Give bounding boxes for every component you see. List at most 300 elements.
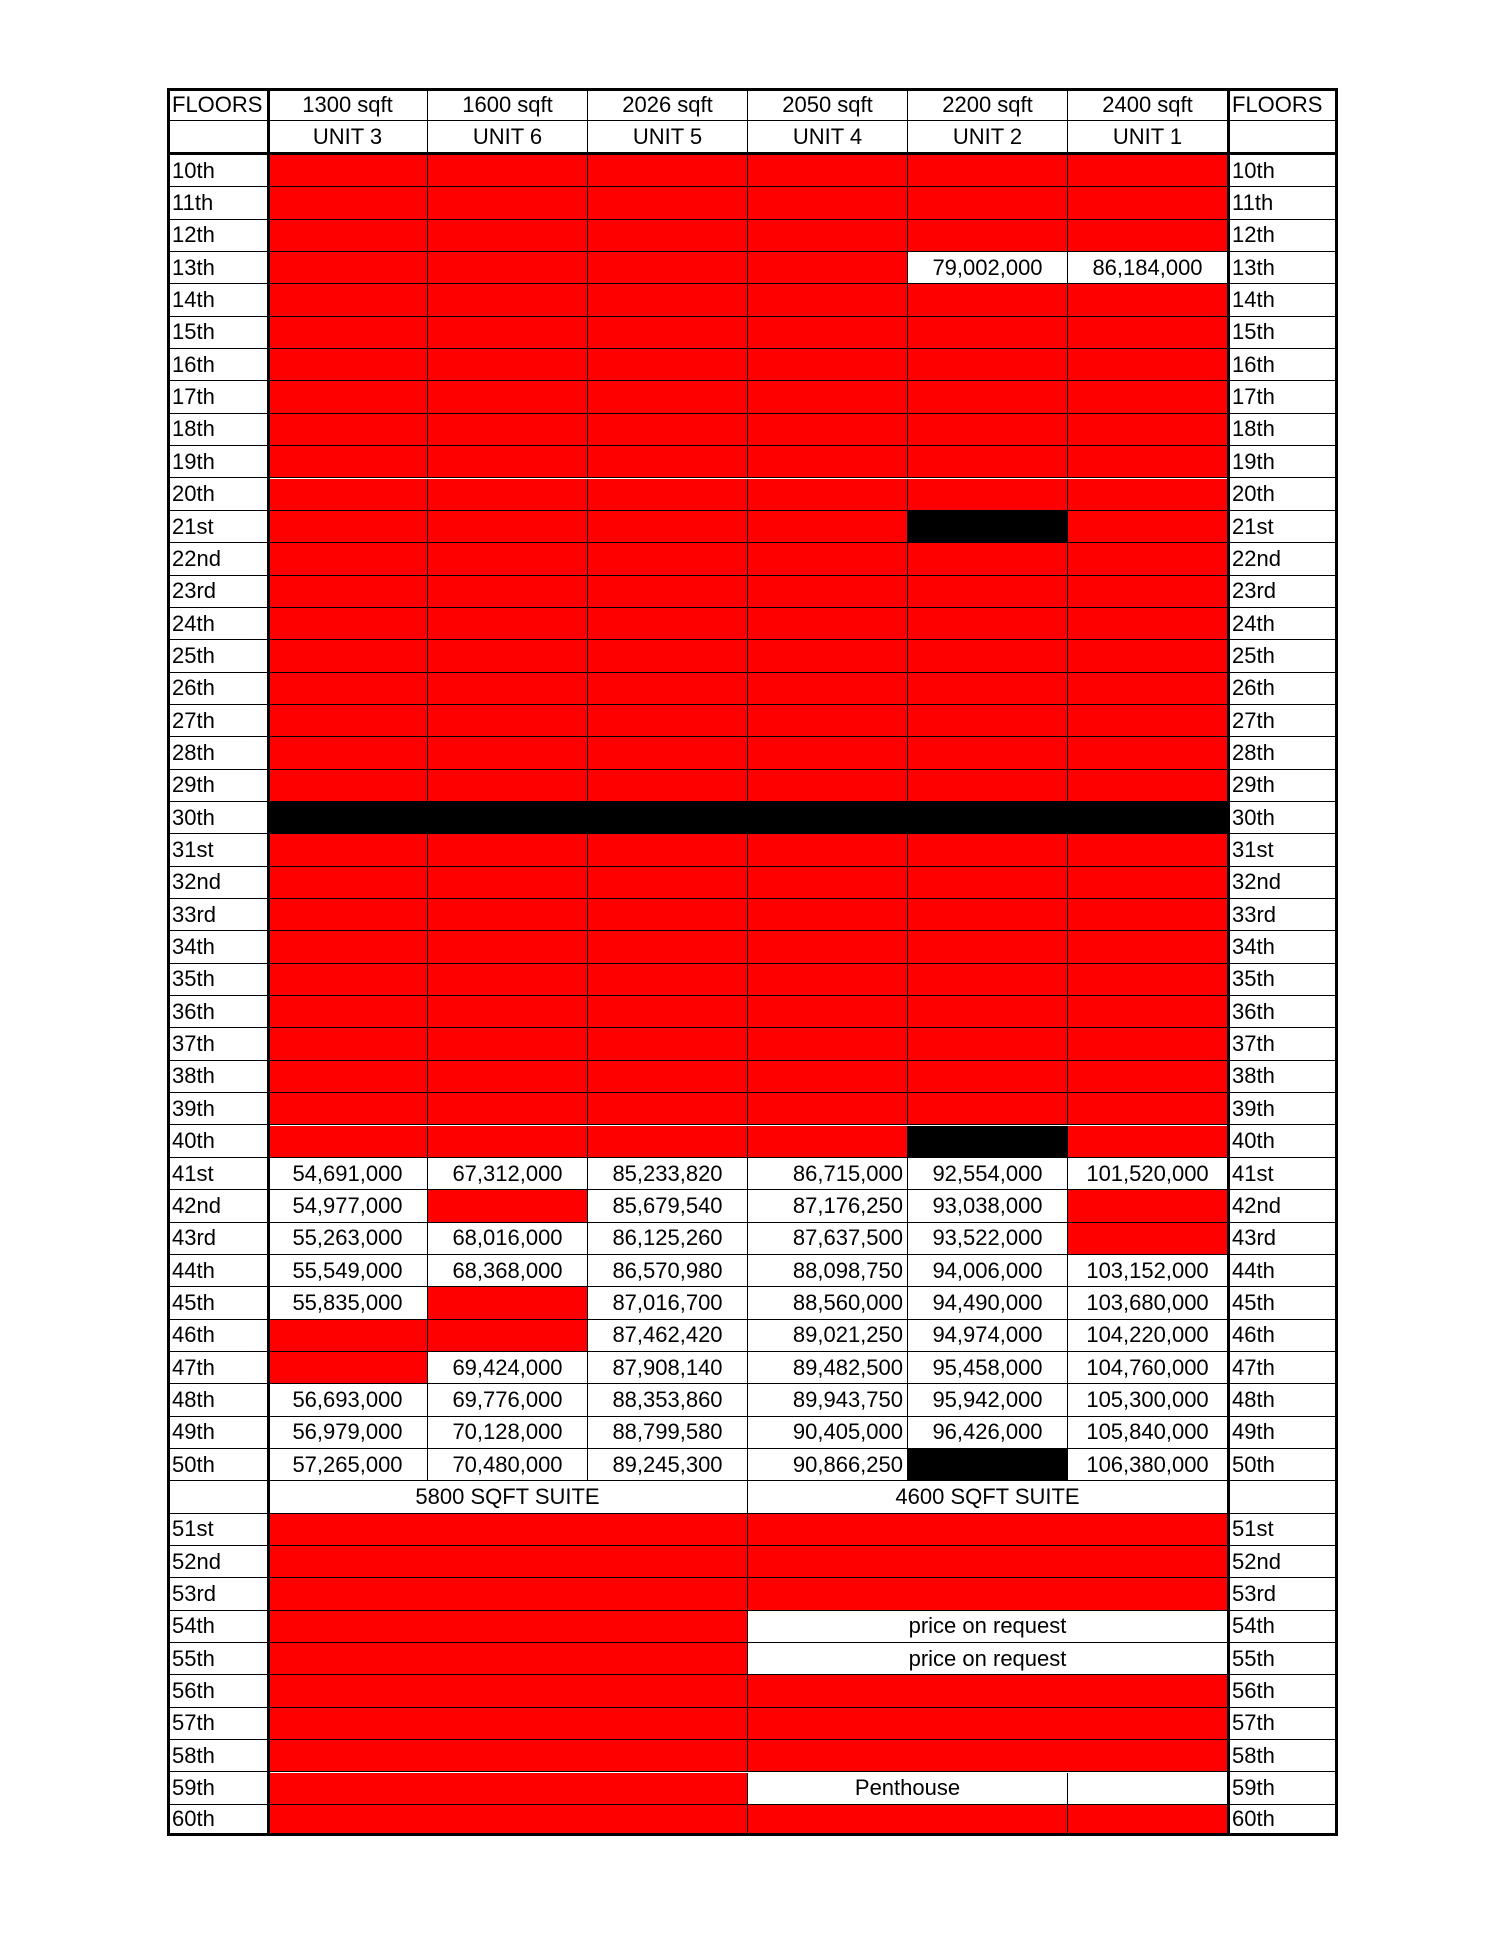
price-cell: 90,405,000: [748, 1417, 908, 1449]
price-cell: 103,680,000: [1068, 1287, 1228, 1319]
price-cell: 55,263,000: [268, 1223, 428, 1255]
price-cell: 85,233,820: [588, 1158, 748, 1190]
suite-header-4600: 4600 SQFT SUITE: [748, 1481, 1228, 1513]
sold-cell: [588, 381, 748, 413]
sold-cell: [268, 867, 428, 899]
sold-cell: [748, 155, 908, 187]
price-cell: 93,522,000: [908, 1223, 1068, 1255]
floor-label: 14th: [168, 284, 268, 316]
penthouse-cell: Penthouse: [748, 1773, 1068, 1805]
sold-cell: [1068, 996, 1228, 1028]
floor-label: 42nd: [1228, 1190, 1336, 1222]
price-cell: 86,570,980: [588, 1255, 748, 1287]
unavailable-cell: [908, 511, 1068, 543]
price-cell: 86,125,260: [588, 1223, 748, 1255]
floor-label: 57th: [1228, 1708, 1336, 1740]
sold-cell: [908, 640, 1068, 672]
sold-cell: [588, 479, 748, 511]
floor-label: 25th: [168, 640, 268, 672]
floor-label: 46th: [1228, 1320, 1336, 1352]
sold-cell: [588, 446, 748, 478]
header-unit-6: UNIT 1: [1068, 121, 1228, 153]
sold-cell: [268, 381, 428, 413]
sold-cell: [268, 349, 428, 381]
sold-cell: [588, 317, 748, 349]
sold-cell: [428, 155, 588, 187]
sold-cell: [1068, 187, 1228, 219]
suite-5800-sold: [268, 1708, 748, 1740]
price-cell: 55,549,000: [268, 1255, 428, 1287]
suite-4600-sold: [1068, 1805, 1228, 1835]
floor-label: 27th: [168, 705, 268, 737]
floor-label: 14th: [1228, 284, 1336, 316]
sold-cell: [1068, 446, 1228, 478]
sold-cell: [428, 1028, 588, 1060]
sold-cell: [268, 576, 428, 608]
floor-label: 29th: [1228, 770, 1336, 802]
floor-label: 60th: [168, 1805, 268, 1835]
sold-cell: [268, 834, 428, 866]
sold-cell: [428, 381, 588, 413]
sold-cell: [588, 770, 748, 802]
sold-cell: [428, 1061, 588, 1093]
sold-cell: [588, 187, 748, 219]
sold-cell: [748, 899, 908, 931]
sold-cell: [1068, 1190, 1228, 1222]
sold-cell: [748, 867, 908, 899]
sold-cell: [588, 349, 748, 381]
sold-cell: [428, 899, 588, 931]
floor-label: 19th: [1228, 446, 1336, 478]
floor-label: 17th: [1228, 381, 1336, 413]
floor-label: 31st: [1228, 834, 1336, 866]
suite-4600-sold: [748, 1708, 1228, 1740]
header-size-6: 2400 sqft: [1068, 89, 1228, 121]
sold-cell: [588, 834, 748, 866]
sold-cell: [268, 220, 428, 252]
floor-label: 47th: [168, 1352, 268, 1384]
sold-cell: [748, 284, 908, 316]
sold-cell: [1068, 1028, 1228, 1060]
suite-5800-sold: [268, 1773, 748, 1805]
sold-cell: [268, 673, 428, 705]
floor-label: 50th: [168, 1449, 268, 1481]
header-floors-blank-right: [1228, 121, 1336, 153]
sold-cell: [588, 1061, 748, 1093]
sold-cell: [428, 705, 588, 737]
sold-cell: [428, 1126, 588, 1158]
sold-cell: [1068, 867, 1228, 899]
sold-cell: [748, 931, 908, 963]
price-cell: 68,016,000: [428, 1223, 588, 1255]
price-cell: 86,184,000: [1068, 252, 1228, 284]
sold-cell: [1068, 899, 1228, 931]
floor-label: 13th: [168, 252, 268, 284]
header-size-3: 2026 sqft: [588, 89, 748, 121]
price-cell: 104,220,000: [1068, 1320, 1228, 1352]
sold-cell: [1068, 931, 1228, 963]
header-unit-2: UNIT 6: [428, 121, 588, 153]
header-floors-label-right: FLOORS: [1228, 89, 1336, 121]
floor-label: 59th: [168, 1773, 268, 1805]
floor-label: 50th: [1228, 1449, 1336, 1481]
sold-cell: [1068, 284, 1228, 316]
price-cell: 55,835,000: [268, 1287, 428, 1319]
sold-cell: [1068, 381, 1228, 413]
sold-cell: [428, 252, 588, 284]
sold-cell: [268, 1352, 428, 1384]
sold-cell: [908, 446, 1068, 478]
sold-cell: [428, 349, 588, 381]
sold-cell: [268, 899, 428, 931]
sold-cell: [748, 220, 908, 252]
floor-label: 33rd: [168, 899, 268, 931]
sold-cell: [748, 996, 908, 1028]
suite-5800-sold: [268, 1805, 748, 1835]
floor-label: 18th: [168, 414, 268, 446]
sold-cell: [748, 964, 908, 996]
price-cell: 67,312,000: [428, 1158, 588, 1190]
sold-cell: [908, 543, 1068, 575]
sold-cell: [428, 446, 588, 478]
sold-cell: [588, 1126, 748, 1158]
price-cell: 94,490,000: [908, 1287, 1068, 1319]
left-column-divider: [267, 89, 270, 1835]
sold-cell: [428, 284, 588, 316]
sold-cell: [908, 931, 1068, 963]
sold-cell: [908, 155, 1068, 187]
sold-cell: [268, 511, 428, 543]
floor-label: 34th: [168, 931, 268, 963]
sold-cell: [748, 1061, 908, 1093]
floor-label: 24th: [168, 608, 268, 640]
penthouse-blank-cell: [1068, 1773, 1228, 1805]
sold-cell: [1068, 317, 1228, 349]
suite-header-blank-left: [168, 1481, 268, 1513]
sold-cell: [748, 1028, 908, 1060]
floor-label: 10th: [168, 155, 268, 187]
price-cell: 104,760,000: [1068, 1352, 1228, 1384]
sold-cell: [428, 220, 588, 252]
sold-cell: [1068, 479, 1228, 511]
sold-cell: [748, 673, 908, 705]
sold-cell: [428, 867, 588, 899]
sold-cell: [1068, 834, 1228, 866]
sold-cell: [428, 931, 588, 963]
floor-label: 36th: [1228, 996, 1336, 1028]
header-unit-4: UNIT 4: [748, 121, 908, 153]
price-cell: 106,380,000: [1068, 1449, 1228, 1481]
sold-cell: [908, 381, 1068, 413]
price-cell: 88,799,580: [588, 1417, 748, 1449]
sold-cell: [908, 576, 1068, 608]
sold-cell: [268, 155, 428, 187]
price-cell: 89,943,750: [748, 1384, 908, 1416]
sold-cell: [588, 1028, 748, 1060]
sold-cell: [588, 931, 748, 963]
sold-cell: [908, 1093, 1068, 1125]
price-cell: 54,977,000: [268, 1190, 428, 1222]
suite-4600-sold: [748, 1578, 1228, 1610]
sold-cell: [748, 381, 908, 413]
sold-cell: [1068, 673, 1228, 705]
floor-label: 21st: [1228, 511, 1336, 543]
floor-label: 23rd: [168, 576, 268, 608]
sold-cell: [748, 543, 908, 575]
suite-5800-sold: [268, 1514, 748, 1546]
sold-cell: [1068, 640, 1228, 672]
suite-5800-sold: [268, 1546, 748, 1578]
sold-cell: [748, 737, 908, 769]
sold-cell: [588, 608, 748, 640]
sold-cell: [908, 187, 1068, 219]
sold-cell: [428, 996, 588, 1028]
sold-cell: [748, 317, 908, 349]
unavailable-floor-bar: [268, 802, 1228, 834]
price-cell: 88,353,860: [588, 1384, 748, 1416]
floor-label: 11th: [168, 187, 268, 219]
price-cell: 93,038,000: [908, 1190, 1068, 1222]
sold-cell: [908, 317, 1068, 349]
suite-4600-sold: [748, 1546, 1228, 1578]
sold-cell: [1068, 349, 1228, 381]
floor-label: 44th: [1228, 1255, 1336, 1287]
price-cell: 87,176,250: [748, 1190, 908, 1222]
sold-cell: [428, 737, 588, 769]
sold-cell: [1068, 608, 1228, 640]
sold-cell: [428, 479, 588, 511]
sold-cell: [588, 705, 748, 737]
floor-label: 11th: [1228, 187, 1336, 219]
sold-cell: [908, 964, 1068, 996]
sold-cell: [588, 673, 748, 705]
floor-label: 10th: [1228, 155, 1336, 187]
suite-4600-sold: [748, 1740, 1228, 1772]
sold-cell: [588, 899, 748, 931]
sold-cell: [1068, 543, 1228, 575]
sold-cell: [268, 770, 428, 802]
sold-cell: [748, 770, 908, 802]
floor-label: 53rd: [1228, 1578, 1336, 1610]
suite-5800-sold: [268, 1740, 748, 1772]
sold-cell: [908, 867, 1068, 899]
unavailable-cell: [908, 1126, 1068, 1158]
floor-label: 21st: [168, 511, 268, 543]
sold-cell: [428, 317, 588, 349]
suite-header-blank-right: [1228, 1481, 1336, 1513]
sold-cell: [908, 608, 1068, 640]
sold-cell: [588, 284, 748, 316]
price-on-request-cell: price on request: [748, 1643, 1228, 1675]
floor-label: 22nd: [168, 543, 268, 575]
sold-cell: [908, 899, 1068, 931]
sold-cell: [908, 737, 1068, 769]
floor-label: 55th: [1228, 1643, 1336, 1675]
sold-cell: [588, 640, 748, 672]
floor-label: 48th: [1228, 1384, 1336, 1416]
header-size-4: 2050 sqft: [748, 89, 908, 121]
header-size-1: 1300 sqft: [268, 89, 428, 121]
sold-cell: [268, 446, 428, 478]
right-column-divider: [1227, 89, 1230, 1835]
sold-cell: [1068, 737, 1228, 769]
sold-cell: [428, 511, 588, 543]
sold-cell: [268, 1126, 428, 1158]
sold-cell: [1068, 155, 1228, 187]
floor-label: 39th: [1228, 1093, 1336, 1125]
sold-cell: [268, 964, 428, 996]
sold-cell: [428, 543, 588, 575]
sold-cell: [268, 317, 428, 349]
suite-5800-sold: [268, 1643, 748, 1675]
sold-cell: [428, 964, 588, 996]
sold-cell: [268, 479, 428, 511]
header-floors-blank-left: [168, 121, 268, 153]
sold-cell: [428, 608, 588, 640]
price-cell: 85,679,540: [588, 1190, 748, 1222]
floor-label: 28th: [168, 737, 268, 769]
floor-label: 16th: [168, 349, 268, 381]
sold-cell: [1068, 220, 1228, 252]
floor-label: 24th: [1228, 608, 1336, 640]
floor-label: 43rd: [1228, 1223, 1336, 1255]
floor-label: 30th: [168, 802, 268, 834]
sold-cell: [1068, 1126, 1228, 1158]
price-on-request-cell: price on request: [748, 1611, 1228, 1643]
price-cell: 56,979,000: [268, 1417, 428, 1449]
sold-cell: [428, 1287, 588, 1319]
sold-cell: [268, 252, 428, 284]
sold-cell: [268, 640, 428, 672]
price-cell: 56,693,000: [268, 1384, 428, 1416]
sold-cell: [268, 187, 428, 219]
floor-label: 57th: [168, 1708, 268, 1740]
floor-label: 19th: [168, 446, 268, 478]
sold-cell: [268, 1061, 428, 1093]
floor-label: 12th: [1228, 220, 1336, 252]
sold-cell: [1068, 705, 1228, 737]
sold-cell: [268, 737, 428, 769]
floor-label: 38th: [1228, 1061, 1336, 1093]
price-cell: 79,002,000: [908, 252, 1068, 284]
sold-cell: [588, 737, 748, 769]
floor-label: 18th: [1228, 414, 1336, 446]
floor-label: 38th: [168, 1061, 268, 1093]
sold-cell: [428, 414, 588, 446]
sold-cell: [588, 576, 748, 608]
sold-cell: [1068, 414, 1228, 446]
floor-label: 34th: [1228, 931, 1336, 963]
floor-label: 56th: [1228, 1675, 1336, 1707]
sold-cell: [268, 608, 428, 640]
sold-cell: [428, 673, 588, 705]
floor-label: 35th: [168, 964, 268, 996]
suite-header-5800: 5800 SQFT SUITE: [268, 1481, 748, 1513]
sold-cell: [1068, 1061, 1228, 1093]
price-cell: 92,554,000: [908, 1158, 1068, 1190]
sold-cell: [588, 220, 748, 252]
suite-4600-sold: [748, 1514, 1228, 1546]
sold-cell: [588, 414, 748, 446]
price-cell: 90,866,250: [748, 1449, 908, 1481]
sold-cell: [908, 220, 1068, 252]
sold-cell: [268, 1093, 428, 1125]
floor-label: 51st: [1228, 1514, 1336, 1546]
sold-cell: [588, 996, 748, 1028]
floor-label: 58th: [168, 1740, 268, 1772]
sold-cell: [748, 511, 908, 543]
floor-label: 54th: [1228, 1611, 1336, 1643]
price-cell: 69,776,000: [428, 1384, 588, 1416]
floor-label: 35th: [1228, 964, 1336, 996]
sold-cell: [748, 608, 908, 640]
price-cell: 70,480,000: [428, 1449, 588, 1481]
price-cell: 87,462,420: [588, 1320, 748, 1352]
suite-4600-sold: [748, 1805, 1068, 1835]
price-cell: 105,840,000: [1068, 1417, 1228, 1449]
sold-cell: [748, 640, 908, 672]
price-cell: 68,368,000: [428, 1255, 588, 1287]
floor-label: 59th: [1228, 1773, 1336, 1805]
floor-label: 54th: [168, 1611, 268, 1643]
floor-label: 17th: [168, 381, 268, 413]
sold-cell: [588, 511, 748, 543]
sold-cell: [1068, 576, 1228, 608]
price-cell: 87,637,500: [748, 1223, 908, 1255]
floor-label: 25th: [1228, 640, 1336, 672]
sold-cell: [908, 284, 1068, 316]
price-cell: 89,245,300: [588, 1449, 748, 1481]
floor-label: 32nd: [168, 867, 268, 899]
price-cell: 105,300,000: [1068, 1384, 1228, 1416]
header-unit-5: UNIT 2: [908, 121, 1068, 153]
sold-cell: [748, 252, 908, 284]
header-size-2: 1600 sqft: [428, 89, 588, 121]
sold-cell: [1068, 770, 1228, 802]
sold-cell: [268, 996, 428, 1028]
sold-cell: [908, 770, 1068, 802]
sold-cell: [748, 834, 908, 866]
floor-label: 47th: [1228, 1352, 1336, 1384]
sold-cell: [1068, 511, 1228, 543]
price-cell: 57,265,000: [268, 1449, 428, 1481]
sold-cell: [908, 349, 1068, 381]
sold-cell: [1068, 1223, 1228, 1255]
price-cell: 88,098,750: [748, 1255, 908, 1287]
sold-cell: [908, 1028, 1068, 1060]
floor-label: 37th: [1228, 1028, 1336, 1060]
floor-label: 45th: [1228, 1287, 1336, 1319]
sold-cell: [748, 349, 908, 381]
floor-label: 53rd: [168, 1578, 268, 1610]
price-cell: 94,006,000: [908, 1255, 1068, 1287]
suite-5800-sold: [268, 1675, 748, 1707]
floor-label: 22nd: [1228, 543, 1336, 575]
sold-cell: [268, 1028, 428, 1060]
sold-cell: [748, 414, 908, 446]
sold-cell: [268, 543, 428, 575]
header-unit-1: UNIT 3: [268, 121, 428, 153]
floor-label: 40th: [1228, 1126, 1336, 1158]
sold-cell: [428, 187, 588, 219]
floor-label: 37th: [168, 1028, 268, 1060]
unavailable-cell: [908, 1449, 1068, 1481]
sold-cell: [428, 770, 588, 802]
floor-label: 31st: [168, 834, 268, 866]
price-cell: 87,016,700: [588, 1287, 748, 1319]
price-cell: 86,715,000: [748, 1158, 908, 1190]
sold-cell: [748, 1126, 908, 1158]
